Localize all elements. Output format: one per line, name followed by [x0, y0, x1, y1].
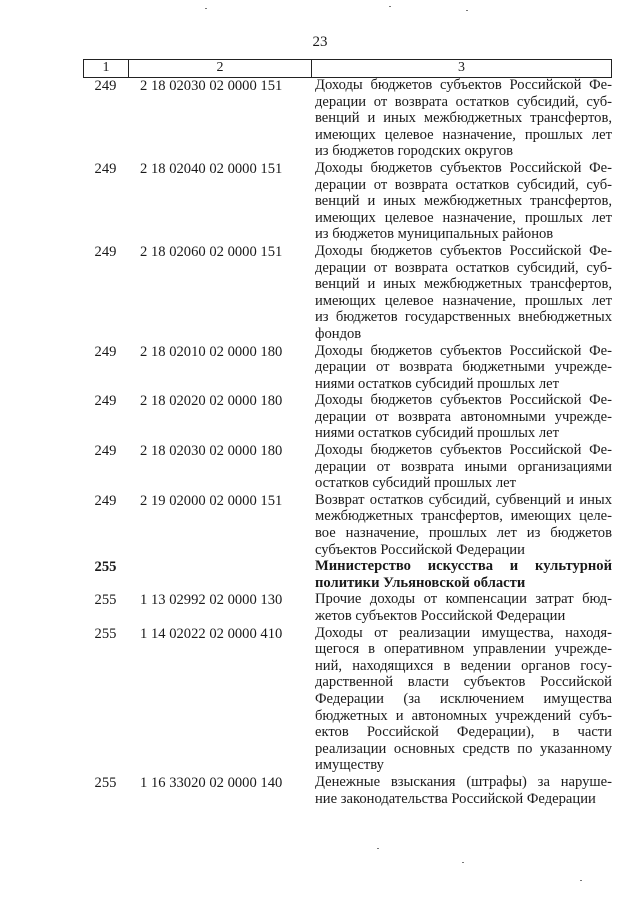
budget-code-cell: 2 18 02040 02 0000 151	[140, 160, 283, 177]
description-line: Доходы бюджетов субъектов Российской Фе-	[315, 159, 612, 176]
description-line: Доходы бюджетов субъектов Российской Фе-	[315, 342, 612, 359]
admin-code-cell: 249	[94, 78, 117, 94]
description-line: имуществу	[315, 757, 384, 774]
admin-code-cell: 249	[94, 492, 117, 509]
description-line: реализации основных средств по указанному	[315, 740, 612, 757]
description-line: ний, находящихся в ведении органов госу-	[315, 657, 612, 674]
table-row	[83, 591, 612, 624]
admin-code-cell: 255	[94, 625, 117, 642]
description-cell	[311, 392, 612, 442]
description-line: из бюджетов муниципальных районов	[315, 226, 554, 243]
description-line: имеющих целевое назначение, прошлых лет	[315, 292, 612, 309]
description-line: дерации от возврата автономными учрежде-	[315, 408, 612, 425]
description-line: остатков субсидий прошлых лет	[315, 475, 516, 492]
budget-code-cell: 2 18 02020 02 0000 180	[140, 393, 283, 410]
admin-code-cell: 249	[94, 243, 117, 260]
description-cell	[311, 343, 612, 393]
budget-code-cell	[128, 558, 311, 591]
column-header-admin: 1	[83, 60, 128, 77]
description-line: ниями остатков субсидий прошлых лет	[315, 425, 559, 442]
scan-speck	[377, 848, 379, 849]
description-line: имеющих целевое назначение, прошлых лет	[315, 126, 612, 143]
description-line: жетов субъектов Российской Федерации	[315, 608, 566, 624]
admin-code-cell: 255	[94, 559, 117, 576]
description-cell	[311, 160, 612, 243]
scan-speck	[466, 10, 468, 11]
admin-code-cell: 249	[94, 393, 117, 410]
description-line: Доходы бюджетов субъектов Российской Фе-	[315, 242, 612, 259]
admin-code-cell: 255	[94, 592, 117, 609]
description-cell	[311, 625, 612, 774]
scan-speck	[580, 880, 582, 881]
description-line: из бюджетов городских округов	[315, 143, 514, 160]
description-line: Доходы от реализации имущества, находя-	[315, 624, 612, 641]
description-line: Доходы бюджетов субъектов Российской Фе-	[315, 392, 612, 409]
description-line: бюджетных и автономных учреждений субъ-	[315, 707, 612, 724]
description-cell	[311, 492, 612, 558]
description-line: дерации от возврата остатков субсидий, суб-	[315, 176, 612, 193]
budget-code-cell: 2 18 02030 02 0000 180	[140, 443, 283, 460]
budget-code-cell: 2 18 02060 02 0000 151	[140, 243, 283, 260]
description-line: ниями остатков субсидий прошлых лет	[315, 375, 559, 392]
column-header-name: 3	[311, 60, 612, 77]
scan-speck	[389, 6, 391, 7]
description-cell	[311, 774, 612, 807]
table-row	[83, 160, 612, 243]
description-line: ектов Российской Федерации), в части	[315, 724, 612, 741]
description-line: венций и иных межбюджетных трансфертов,	[315, 276, 612, 293]
description-line: дарственной власти субъектов Российской	[315, 674, 612, 691]
admin-code-cell: 249	[94, 443, 117, 460]
description-line: имеющих целевое назначение, прошлых лет	[315, 209, 612, 226]
description-cell	[311, 77, 612, 160]
description-line: субъектов Российской Федерации	[315, 541, 525, 558]
scan-speck	[205, 8, 207, 9]
admin-code-cell: 249	[94, 160, 117, 177]
description-line: Доходы бюджетов субъектов Российской Фе-	[315, 442, 612, 459]
admin-code-cell: 255	[94, 774, 117, 791]
description-line: венций и иных межбюджетных трансфертов,	[315, 193, 612, 210]
description-cell	[311, 442, 612, 492]
description-line: межбюджетных трансфертов, имеющих целе-	[315, 508, 612, 525]
page-number: 23	[312, 34, 328, 50]
budget-code-cell: 1 16 33020 02 0000 140	[140, 774, 283, 791]
description-line: Министерство искусства и культурной	[315, 558, 612, 575]
column-header-code: 2	[128, 60, 311, 77]
table-row	[83, 492, 612, 558]
scan-speck	[462, 862, 464, 863]
description-line: Федерации (за исключением имущества	[315, 690, 612, 707]
budget-code-cell: 2 18 02030 02 0000 151	[140, 78, 283, 94]
description-line: дерации от возврата иными организациями	[315, 458, 612, 475]
table-row	[83, 625, 612, 774]
table-row	[83, 392, 612, 442]
description-cell	[311, 243, 612, 343]
table-header	[83, 59, 612, 78]
description-line: политики Ульяновской области	[315, 574, 526, 591]
description-line: вое назначение, прошлых лет из бюджетов	[315, 525, 612, 542]
description-line: венций и иных межбюджетных трансфертов,	[315, 110, 612, 127]
description-line: ние законодательства Российской Федерации	[315, 790, 596, 807]
table-body	[83, 77, 612, 807]
table-row	[83, 558, 612, 591]
description-line: Прочие доходы от компенсации затрат бюд-	[315, 591, 612, 608]
table-row	[83, 77, 612, 160]
description-cell	[311, 558, 612, 591]
description-line: дерации от возврата остатков субсидий, суб-	[315, 93, 612, 110]
table-row	[83, 243, 612, 343]
table-row	[83, 442, 612, 492]
table-row	[83, 343, 612, 393]
budget-code-cell: 2 18 02010 02 0000 180	[140, 343, 283, 360]
budget-code-cell: 1 14 02022 02 0000 410	[140, 625, 283, 642]
table-row	[83, 774, 612, 807]
budget-code-cell: 1 13 02992 02 0000 130	[140, 592, 283, 609]
description-line: щегося в оперативном управлении учрежде-	[315, 641, 612, 658]
description-line: фондов	[315, 325, 362, 342]
description-line: дерации от возврата остатков субсидий, суб-	[315, 259, 612, 276]
description-line: Денежные взыскания (штрафы) за наруше-	[315, 773, 612, 790]
description-line: дерации от возврата бюджетными учрежде-	[315, 359, 612, 376]
description-cell	[311, 591, 612, 624]
budget-code-cell: 2 19 02000 02 0000 151	[140, 492, 283, 509]
description-line: Возврат остатков субсидий, субвенций и иных	[315, 491, 612, 508]
admin-code-cell: 249	[94, 343, 117, 360]
description-line: из бюджетов государственных внебюджетных	[315, 309, 612, 326]
description-line: Доходы бюджетов субъектов Российской Фе-	[315, 77, 612, 93]
